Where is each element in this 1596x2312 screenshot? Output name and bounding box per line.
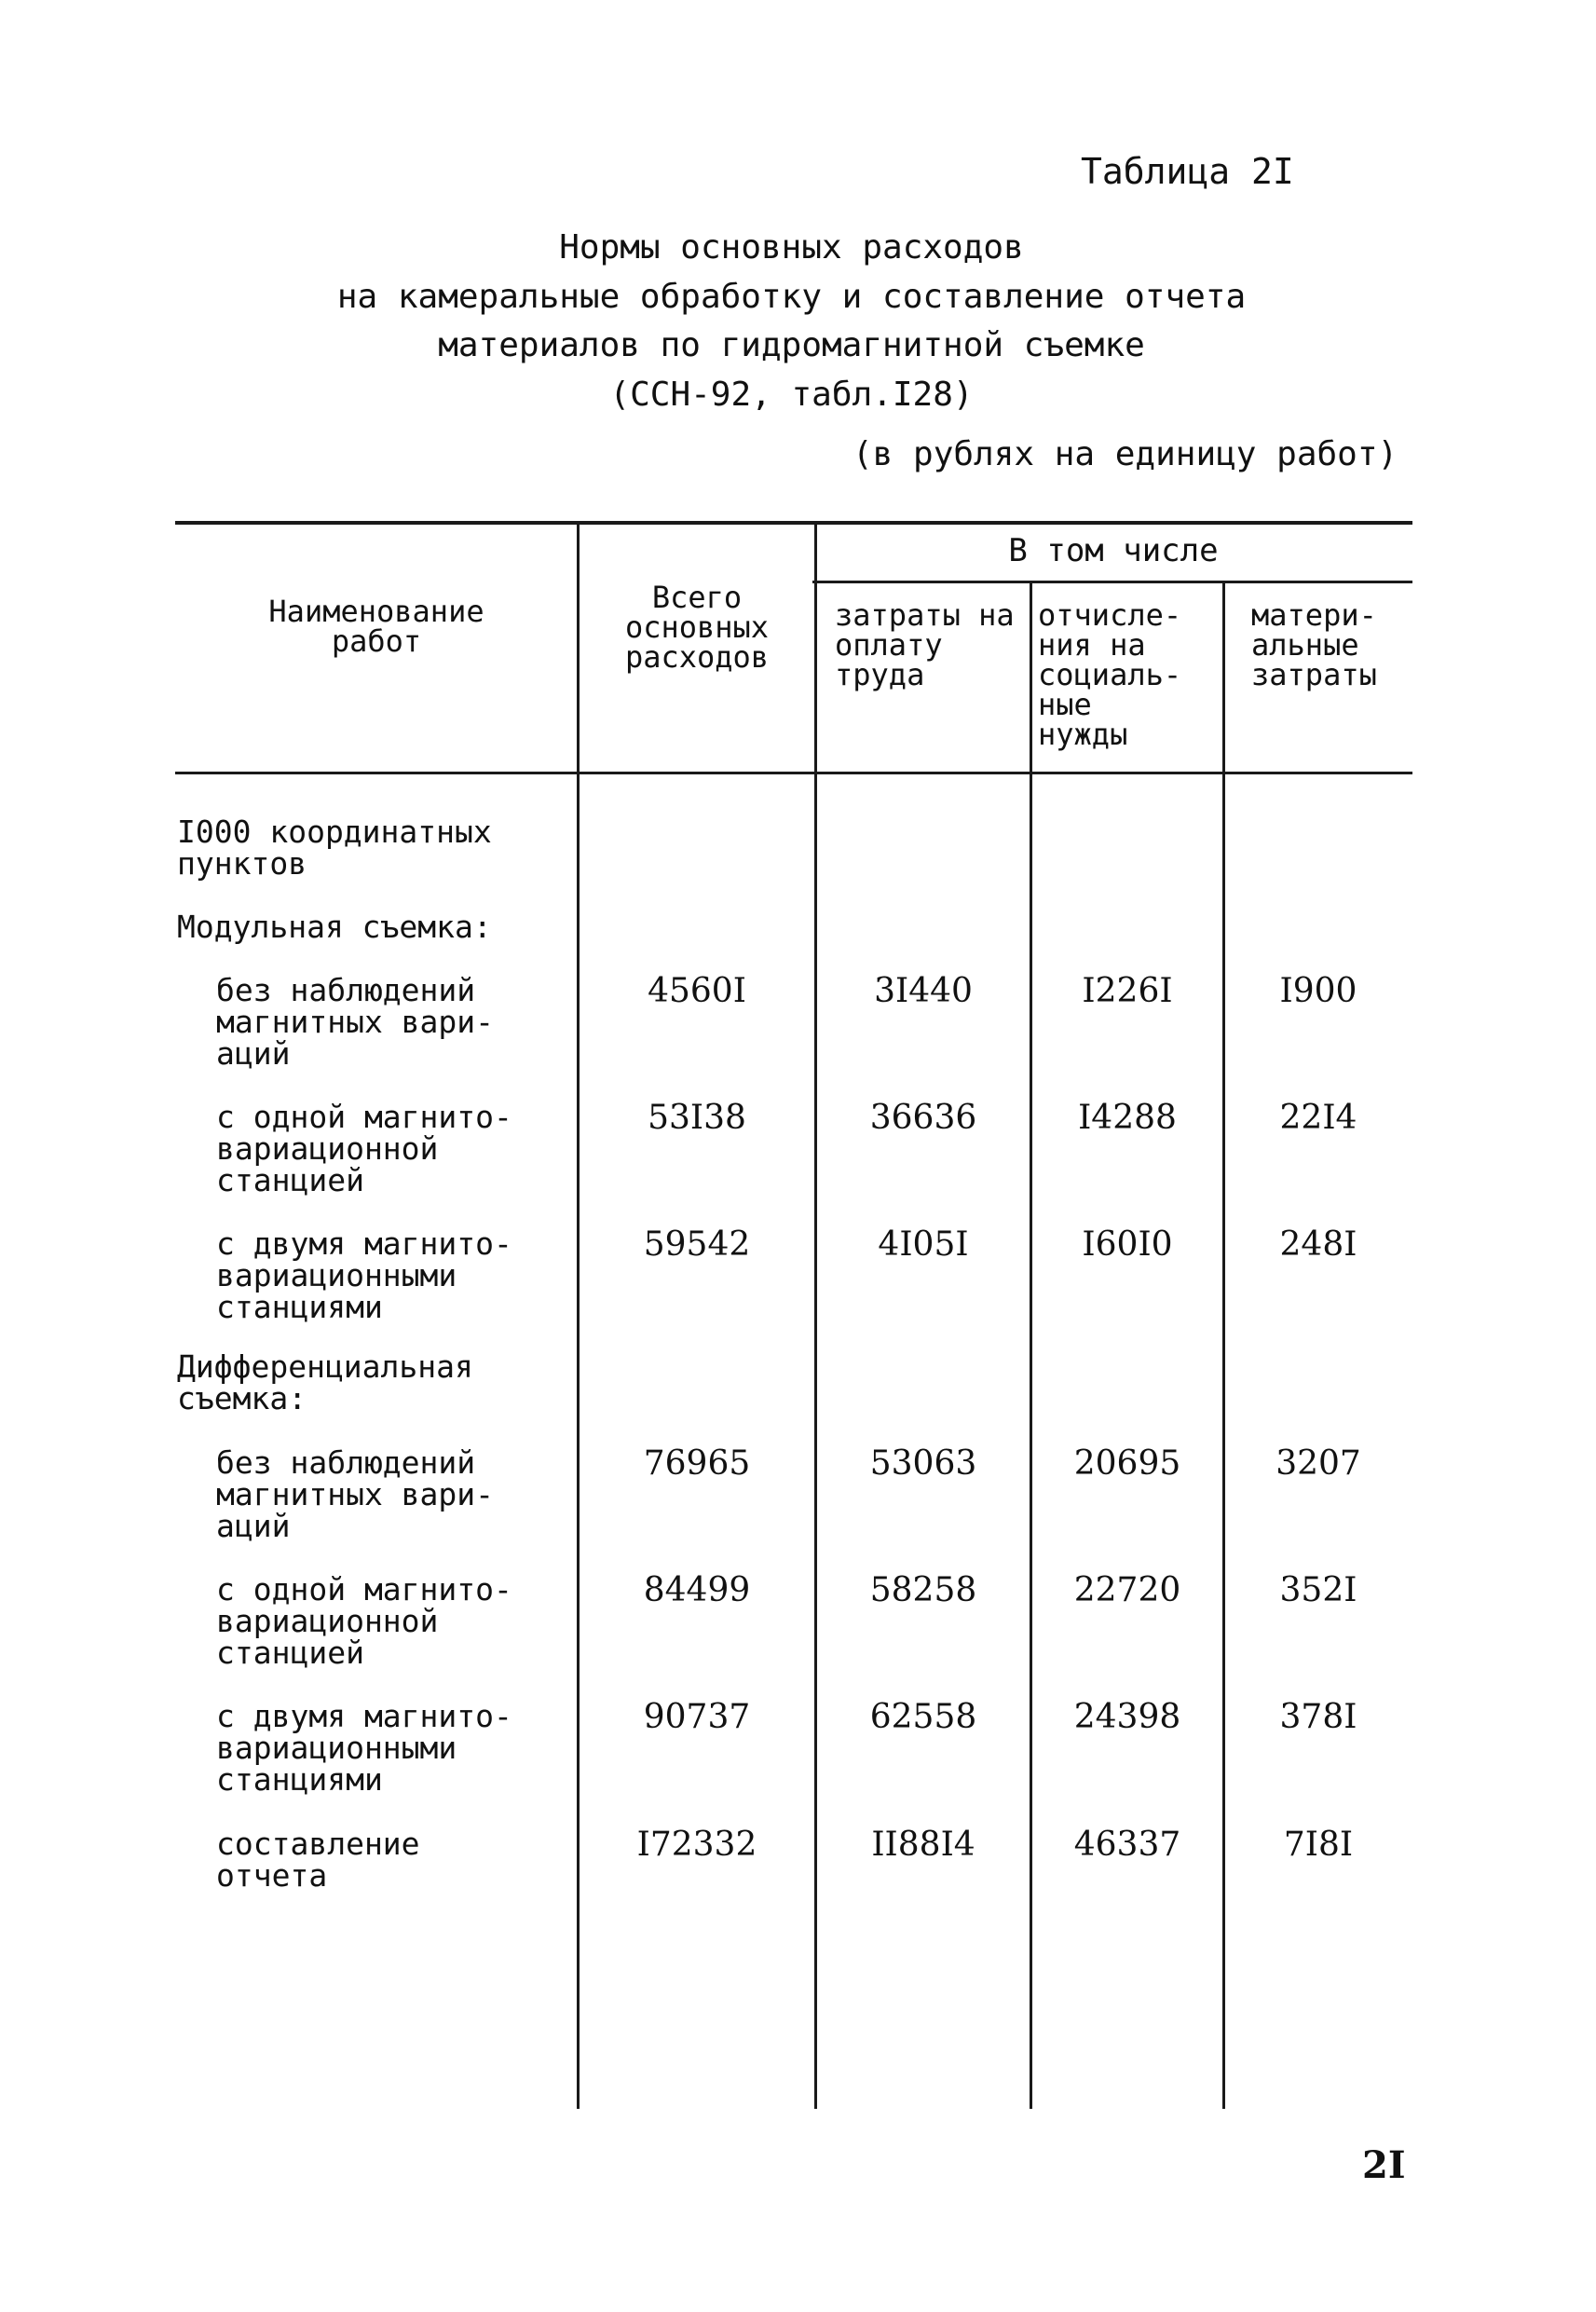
row-name: с одной магнито- вариационной станцией xyxy=(216,1571,512,1671)
table-label: Таблица 2I xyxy=(1081,151,1294,192)
cell-materials: 22I4 xyxy=(1279,1099,1357,1137)
cell-total: 4560I xyxy=(648,972,746,1010)
cell-social: 46337 xyxy=(1073,1826,1181,1864)
cell-social: 20695 xyxy=(1073,1444,1181,1483)
section-label: Модульная съемка: xyxy=(177,909,492,945)
cell-labor: 53063 xyxy=(869,1444,977,1483)
header-name: Наименование работ xyxy=(268,594,484,659)
cell-materials: 248I xyxy=(1279,1225,1357,1264)
title-line-1: Нормы основных расходов xyxy=(559,228,1024,267)
cell-social: 22720 xyxy=(1073,1571,1181,1609)
cell-materials: 378I xyxy=(1279,1698,1357,1736)
cell-total: 53I38 xyxy=(648,1099,746,1137)
cell-materials: 3207 xyxy=(1275,1444,1361,1483)
row-name: составление отчета xyxy=(216,1826,420,1894)
col-divider-2 xyxy=(814,523,817,2109)
title-line-3: материалов по гидромагнитной съемке xyxy=(438,326,1145,364)
section-label: I000 координатных пунктов xyxy=(177,814,492,882)
col-divider-3 xyxy=(1030,582,1032,2109)
cell-social: I60I0 xyxy=(1082,1225,1173,1264)
cell-total: 59542 xyxy=(643,1225,751,1264)
table-top-rule xyxy=(175,521,1412,525)
section-label: Дифференциальная съемка: xyxy=(177,1348,473,1416)
cell-materials: I900 xyxy=(1279,972,1357,1010)
cell-social: 24398 xyxy=(1073,1698,1181,1736)
title-line-2: на камеральные обработку и составление отчета xyxy=(336,278,1247,316)
row-name: с двумя магнито- вариационными станциями xyxy=(216,1698,512,1798)
header-bottom-rule xyxy=(175,772,1412,774)
col-divider-4 xyxy=(1222,582,1225,2109)
header-including: В том числе xyxy=(1008,532,1219,569)
cell-labor: 3I440 xyxy=(874,972,973,1010)
cell-social: I226I xyxy=(1082,972,1173,1010)
cell-materials: 7I8I xyxy=(1283,1826,1354,1864)
cell-labor: 58258 xyxy=(869,1571,977,1609)
row-name: без наблюдений магнитных вари- аций xyxy=(216,1444,495,1544)
units-note: (в рублях на единицу работ) xyxy=(853,435,1398,473)
cell-labor: 4I05I xyxy=(878,1225,969,1264)
cell-social: I4288 xyxy=(1078,1099,1177,1137)
page-number: 2I xyxy=(1362,2143,1406,2187)
row-name: с двумя магнито- вариационными станциями xyxy=(216,1225,512,1325)
title-line-4: (ССН-92, табл.I28) xyxy=(609,376,974,414)
row-name: с одной магнито- вариационной станцией xyxy=(216,1099,512,1198)
header-social: отчисле- ния на социаль- ные нужды xyxy=(1038,597,1182,752)
including-rule xyxy=(812,581,1412,583)
header-labor: затраты на оплату труда xyxy=(835,597,1015,692)
cell-labor: II88I4 xyxy=(871,1826,975,1864)
cell-labor: 62558 xyxy=(869,1698,977,1736)
cell-materials: 352I xyxy=(1279,1571,1357,1609)
col-divider-1 xyxy=(577,523,580,2109)
row-name: без наблюдений магнитных вари- аций xyxy=(216,972,495,1072)
cell-total: 76965 xyxy=(643,1444,751,1483)
header-materials: матери- альные затраты xyxy=(1251,597,1377,692)
cell-total: 90737 xyxy=(643,1698,751,1736)
cell-total: 84499 xyxy=(643,1571,751,1609)
header-total: Всего основных расходов xyxy=(624,580,770,675)
cell-labor: 36636 xyxy=(869,1099,977,1137)
cell-total: I72332 xyxy=(636,1826,757,1864)
